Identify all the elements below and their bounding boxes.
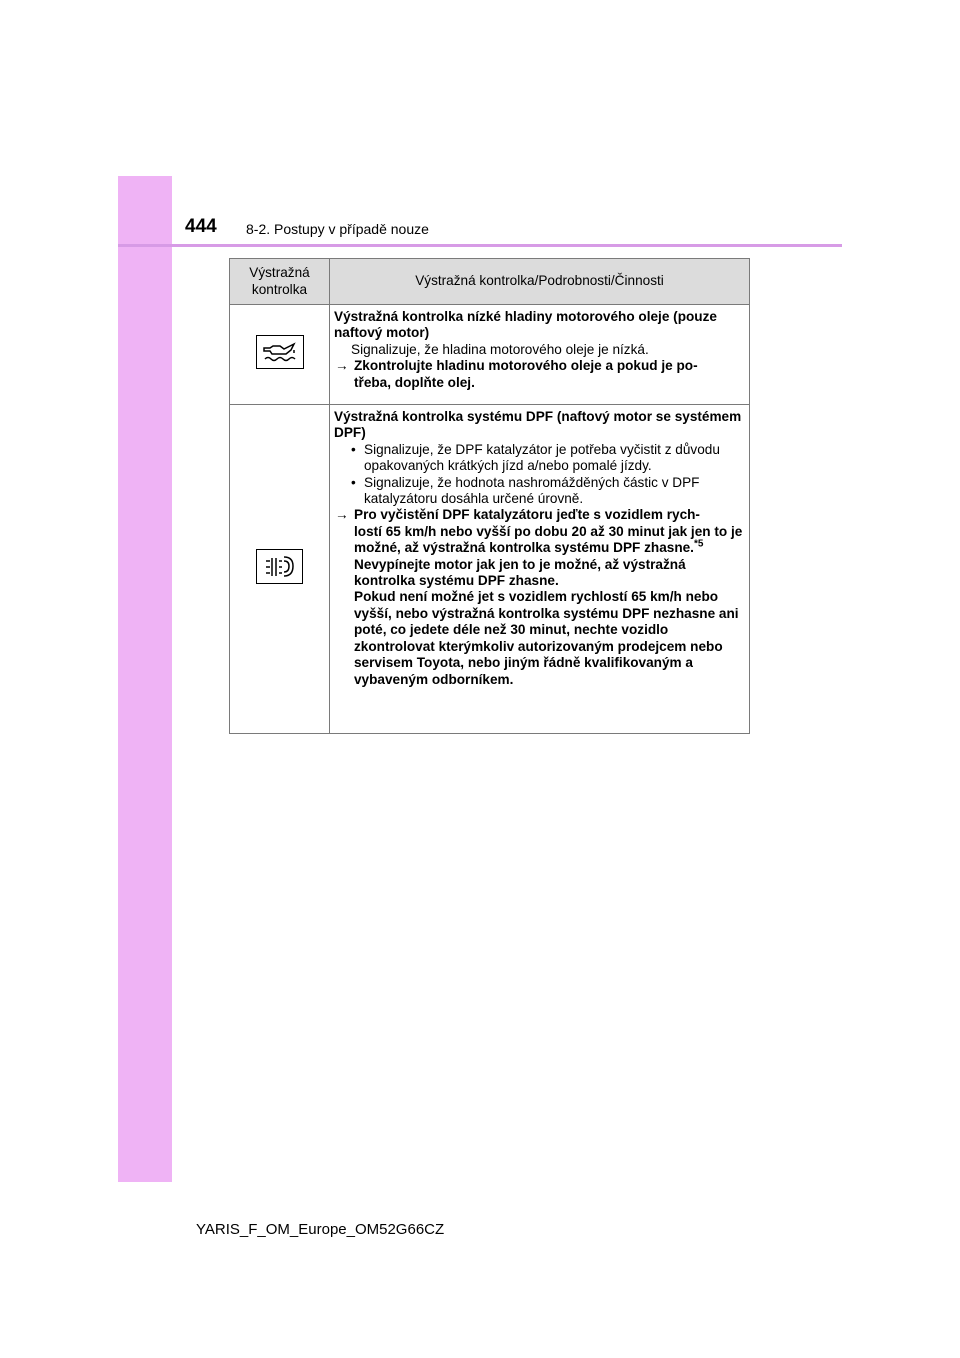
low-oil-level-icon <box>256 335 304 369</box>
footnote-ref: *5 <box>693 538 704 550</box>
side-color-band <box>118 176 172 1182</box>
document-id: YARIS_F_OM_Europe_OM52G66CZ <box>196 1221 445 1238</box>
row-action-continued: třeba, doplňte olej. <box>354 374 475 390</box>
row-action-continued <box>334 524 745 557</box>
arrow-icon: → <box>335 507 349 523</box>
row-action <box>334 358 745 374</box>
table-header-row <box>230 259 750 305</box>
page-number: 444 <box>185 216 217 237</box>
row-description: Signalizuje, že hladina motorového oleje je nízká. <box>351 341 649 357</box>
list-item: • Signalizuje, že DPF katalyzátor je potřeba vyčistit z důvodu opakovaných krátkých jízd a/nebo pomalé jízdy. <box>334 442 745 475</box>
row-action <box>334 507 745 523</box>
row-paragraph: Pokud není možné jet s vozidlem rychlostí 65 km/h nebo vyšší, nebo výstražná kontrolka systému DPF nezhasne ani poté, co jedete déle než 30 minut, nechte vozidlo zkontrolovat kterýmkoliv autorizovaným prodejcem nebo servisem Toyota, nebo jiným řádně kvalifikovaným a vybaveným odborníkem. <box>354 589 739 687</box>
column-header-light: Výstražná kontrolka <box>230 259 330 305</box>
icon-cell <box>230 305 330 405</box>
dpf-warning-icon <box>256 549 303 584</box>
header-rule <box>118 244 842 247</box>
section-title: 8-2. Postupy v případě nouze <box>246 221 429 237</box>
row-title: Výstražná kontrolka nízké hladiny motorového oleje (pouze naftový motor) <box>334 309 717 341</box>
action-continued-text: lostí 65 km/h nebo vyšší po dobu 20 až 30 minut jak jen to je možné, až výstražná kontrolka systému DPF zhasne. <box>354 523 743 556</box>
table-row <box>230 405 750 734</box>
details-cell <box>330 405 750 734</box>
list-item: • Signalizuje, že hodnota nashromážděných částic v DPF katalyzátoru dosáhla určené úrovně. <box>334 475 745 508</box>
table-row <box>230 305 750 405</box>
icon-cell <box>230 405 330 734</box>
arrow-icon: → <box>335 358 349 374</box>
warning-light-table <box>229 258 750 734</box>
details-cell <box>330 305 750 405</box>
action-text: Zkontrolujte hladinu motorového oleje a pokud je po- <box>354 358 698 374</box>
column-header-details: Výstražná kontrolka/Podrobnosti/Činnosti <box>330 259 750 305</box>
row-title: Výstražná kontrolka systému DPF (naftový motor se systémem DPF) <box>334 409 742 441</box>
row-paragraph: Nevypínejte motor jak jen to je možné, až výstražná kontrolka systému DPF zhasne. <box>354 556 686 589</box>
header-color-band <box>118 176 172 244</box>
action-text: Pro vyčistění DPF katalyzátoru jeďte s vozidlem rych- <box>354 507 700 523</box>
